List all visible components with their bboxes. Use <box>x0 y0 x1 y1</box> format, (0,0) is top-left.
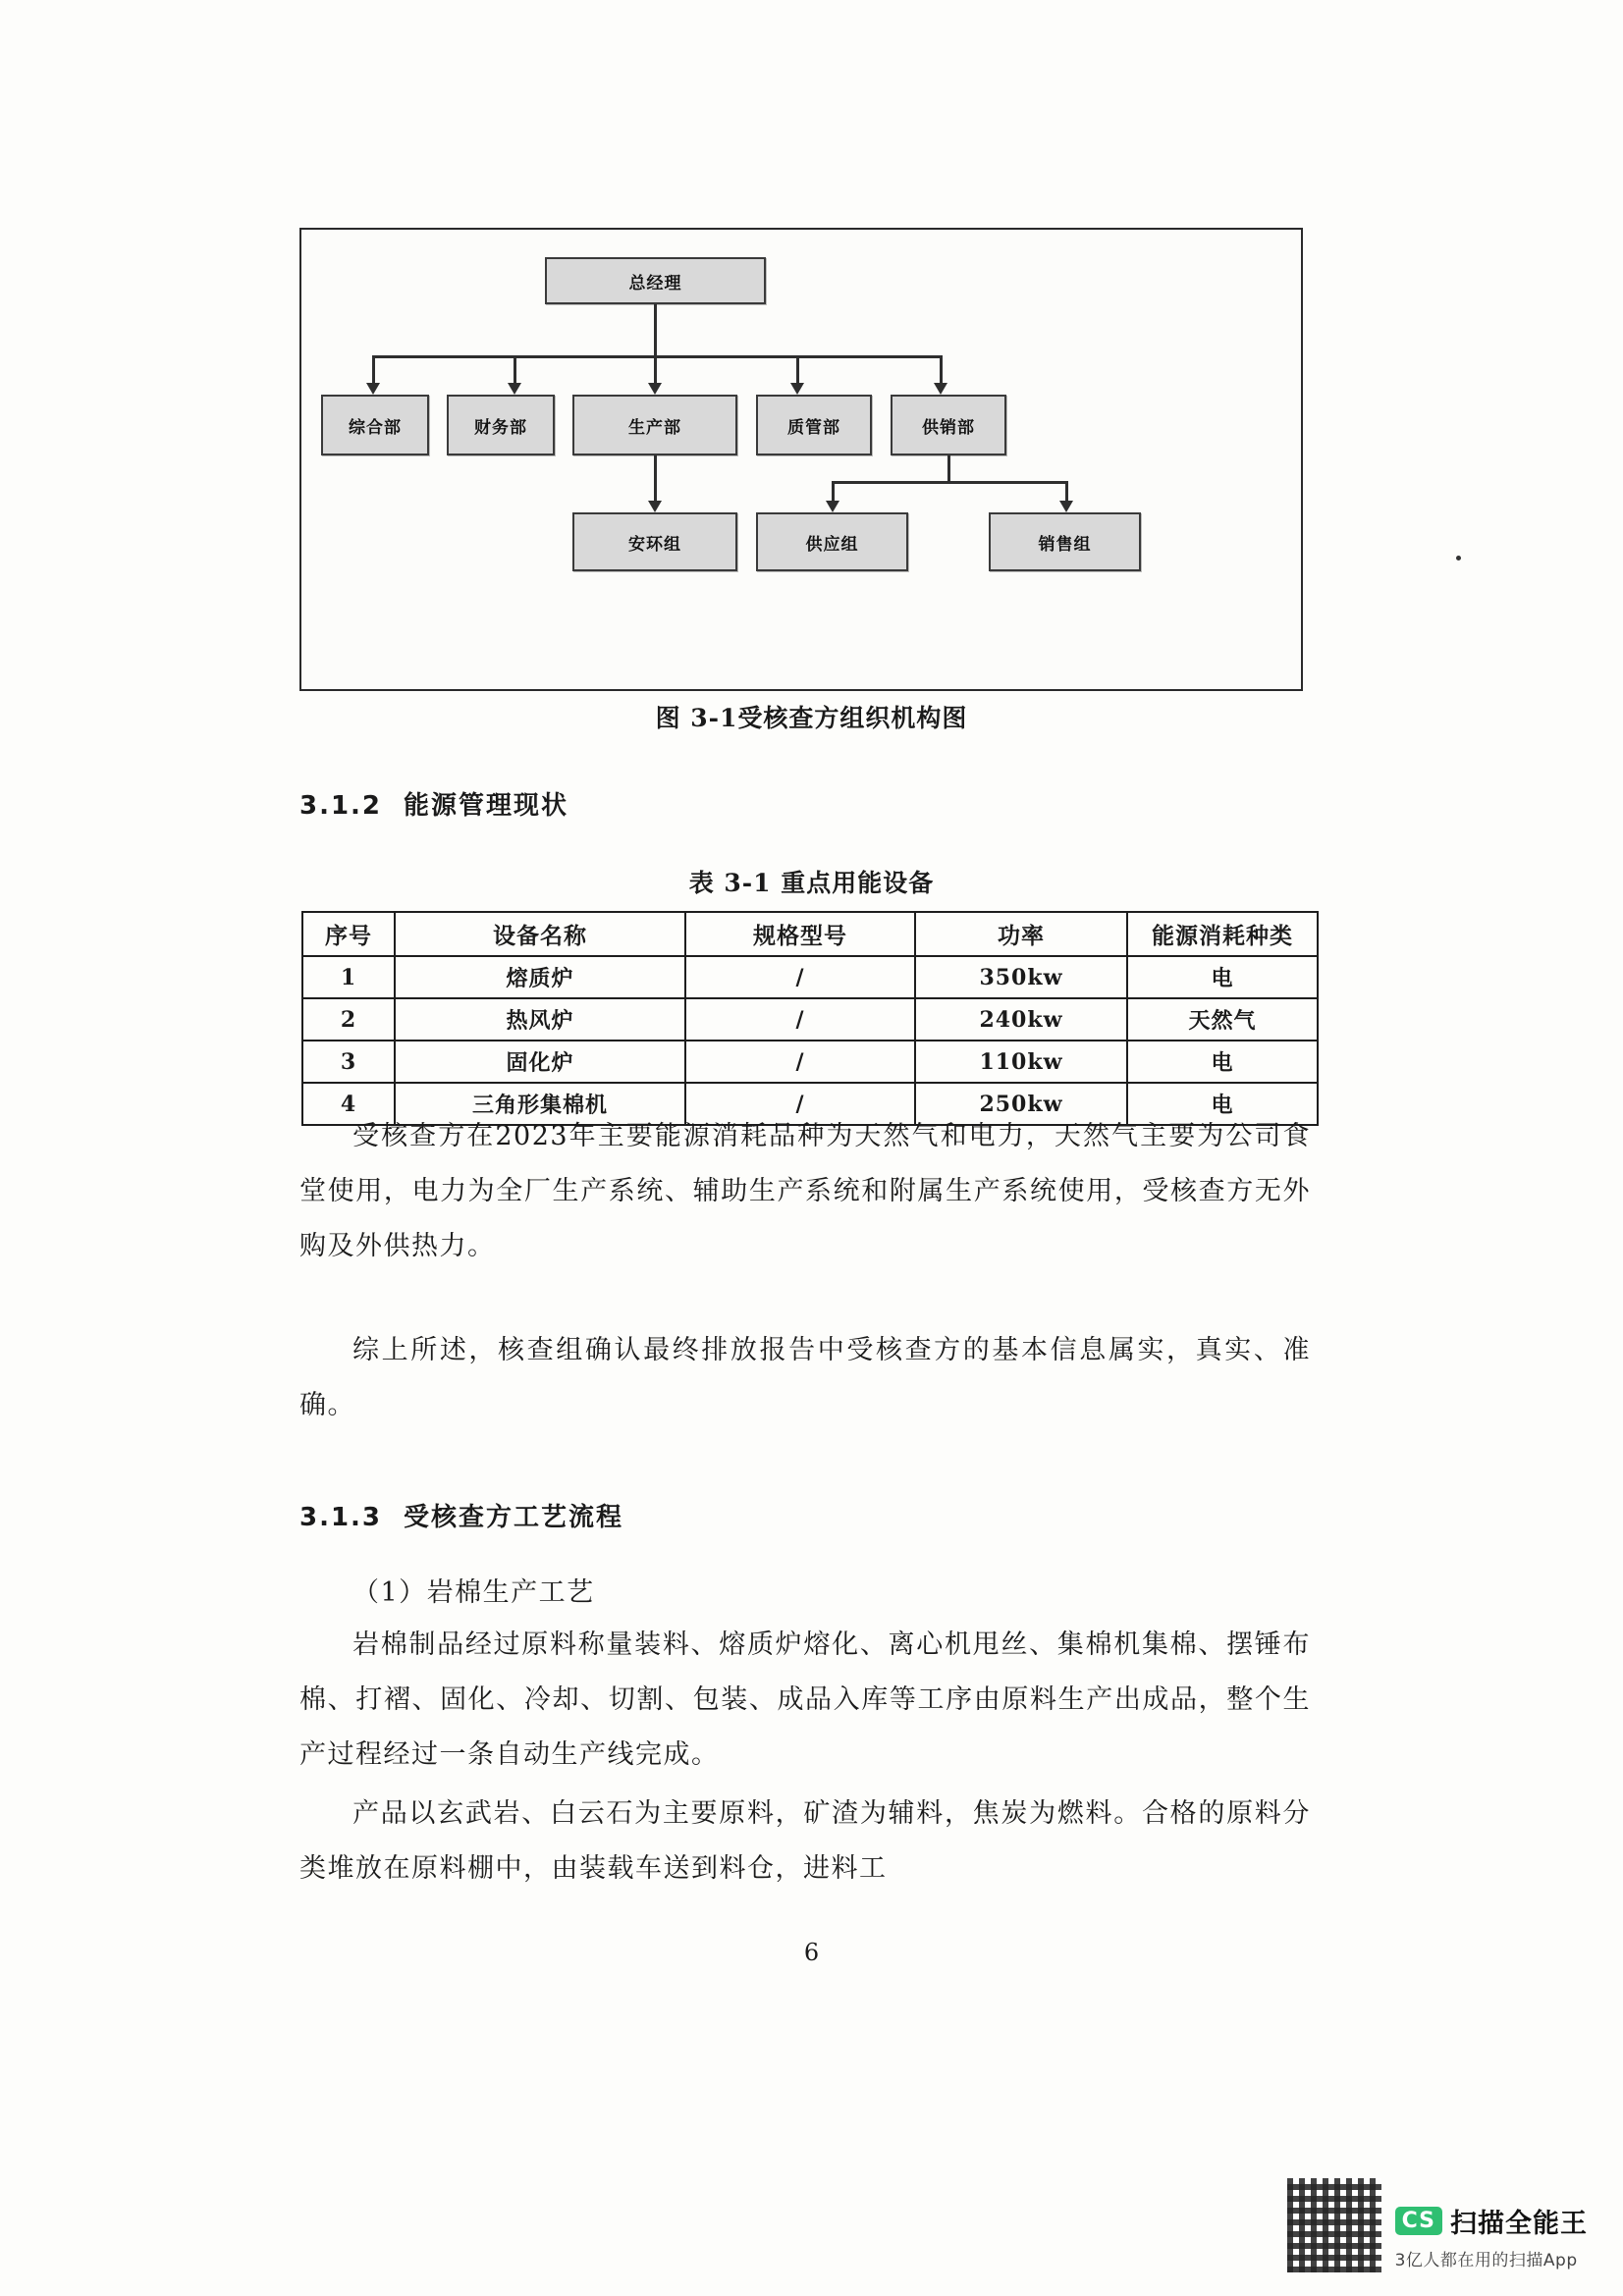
arrow-icon-1 <box>366 383 380 395</box>
cell-spec: / <box>685 998 915 1041</box>
cell-index: 2 <box>302 998 395 1041</box>
cell-spec: / <box>685 956 915 998</box>
scan-artifact-dot <box>1456 556 1461 561</box>
cell-power: 350kw <box>915 956 1127 998</box>
paragraph-energy-consumption: 受核查方在2023年主要能源消耗品种为天然气和电力，天然气主要为公司食堂使用，电力为全厂生产系统、辅助生产系统和附属生产系统使用，受核查方无外购及外供热力。 <box>299 1121 1311 1261</box>
cell-energy-type: 电 <box>1127 1041 1318 1083</box>
org-node-supply-group: 供应组 <box>756 512 908 571</box>
arrow-icon-7 <box>826 501 839 512</box>
cell-energy-type: 电 <box>1127 1083 1318 1125</box>
connector-drop-2 <box>514 355 516 385</box>
table-header-spec: 规格型号 <box>685 912 915 956</box>
org-node-top: 总经理 <box>545 257 766 304</box>
cell-spec: / <box>685 1041 915 1083</box>
cell-index: 1 <box>302 956 395 998</box>
figure-caption: 图 3-1受核查方组织机构图 <box>655 704 968 732</box>
table-row <box>302 998 1318 1041</box>
table-header-row <box>302 912 1318 956</box>
connector-production-to-safety <box>654 455 657 503</box>
section-number-3-1-3: 3.1.3 <box>299 1503 383 1532</box>
section-heading-3-1-3 <box>299 1497 623 1533</box>
scanner-watermark <box>1287 2178 1588 2272</box>
cell-name: 熔质炉 <box>395 956 685 998</box>
cell-power: 110kw <box>915 1041 1127 1083</box>
arrow-icon-5 <box>934 383 947 395</box>
connector-supply-bus <box>832 481 1067 484</box>
connector-drop-supply <box>832 481 835 503</box>
qr-code-icon <box>1287 2178 1381 2272</box>
cell-name: 固化炉 <box>395 1041 685 1083</box>
section-title-3-1-2: 能源管理现状 <box>404 791 569 821</box>
paragraph-process-steps: 岩棉制品经过原料称量装料、熔质炉熔化、离心机甩丝、集棉机集棉、摆锤布棉、打褶、固化、冷却、切割、包装、成品入库等工序由原料生产出成品，整个生产过程经过一条自动生产线完成。 <box>299 1629 1311 1770</box>
org-node-sales-group: 销售组 <box>989 512 1141 571</box>
cell-name: 三角形集棉机 <box>395 1083 685 1125</box>
table-row <box>302 1041 1318 1083</box>
connector-drop-4 <box>796 355 799 385</box>
section-number-3-1-2: 3.1.2 <box>299 791 383 821</box>
arrow-icon-2 <box>508 383 521 395</box>
table-header-index: 序号 <box>302 912 395 956</box>
org-node-comprehensive: 综合部 <box>321 395 429 455</box>
table-title: 表 3-1 重点用能设备 <box>688 869 935 897</box>
org-chart-figure <box>299 228 1303 691</box>
org-node-supply-sales: 供销部 <box>891 395 1006 455</box>
watermark-subtitle: 3亿人都在用的扫描App <box>1394 2251 1578 2270</box>
table-header-power: 功率 <box>915 912 1127 956</box>
cell-energy-type: 电 <box>1127 956 1318 998</box>
connector-vertical-top <box>654 304 657 355</box>
watermark-row <box>1395 2202 1588 2240</box>
cell-name: 热风炉 <box>395 998 685 1041</box>
camscanner-logo-icon: CS <box>1395 2207 1442 2235</box>
cell-power: 240kw <box>915 998 1127 1041</box>
paragraph-conclusion: 综上所述，核查组确认最终排放报告中受核查方的基本信息属实，真实、准确。 <box>299 1335 1311 1420</box>
connector-drop-sales <box>1065 481 1068 503</box>
connector-drop-3 <box>654 355 657 385</box>
watermark-title: 扫描全能王 <box>1450 2209 1588 2239</box>
connector-supply-vertical <box>947 455 950 481</box>
paragraph-raw-materials: 产品以玄武岩、白云石为主要原料，矿渣为辅料，焦炭为燃料。合格的原料分类堆放在原料棚中，由装载车送到料仓，进料工 <box>299 1798 1311 1884</box>
arrow-icon-4 <box>790 383 804 395</box>
connector-drop-1 <box>372 355 375 385</box>
section-title-3-1-3: 受核查方工艺流程 <box>404 1503 624 1532</box>
connector-horizontal-bus <box>372 355 942 358</box>
arrow-icon-8 <box>1059 501 1073 512</box>
table-header-name: 设备名称 <box>395 912 685 956</box>
arrow-icon-6 <box>648 501 662 512</box>
table-row <box>302 956 1318 998</box>
cell-index: 3 <box>302 1041 395 1083</box>
cell-energy-type: 天然气 <box>1127 998 1318 1041</box>
cell-spec: / <box>685 1083 915 1125</box>
connector-drop-5 <box>940 355 943 385</box>
paragraph-subsection-label: （1）岩棉生产工艺 <box>352 1577 595 1608</box>
watermark-text <box>1395 2202 1588 2270</box>
arrow-icon-3 <box>648 383 662 395</box>
cell-index: 4 <box>302 1083 395 1125</box>
cell-power: 250kw <box>915 1083 1127 1125</box>
org-node-safety-group: 安环组 <box>572 512 737 571</box>
page-number: 6 <box>803 1939 820 1966</box>
section-heading-3-1-2 <box>299 785 568 822</box>
org-node-finance: 财务部 <box>447 395 555 455</box>
org-node-production: 生产部 <box>572 395 737 455</box>
org-node-quality: 质管部 <box>756 395 872 455</box>
key-energy-equipment-table <box>301 911 1319 1126</box>
table-header-energy-type: 能源消耗种类 <box>1127 912 1318 956</box>
